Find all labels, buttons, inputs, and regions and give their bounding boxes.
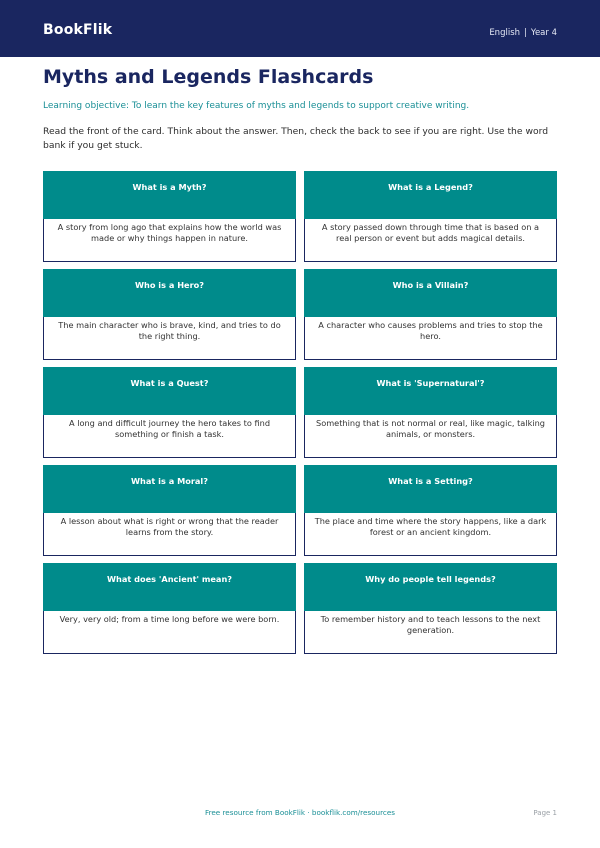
card-front: Who is a Villain? xyxy=(304,269,557,317)
card-front: Who is a Hero? xyxy=(43,269,296,317)
card-back: Something that is not normal or real, like magic, talking animals, or monsters. xyxy=(304,415,557,458)
card-back: Very, very old; from a time long before we were born. xyxy=(43,611,296,654)
header-meta xyxy=(489,28,557,38)
card-back: The place and time where the story happens, like a dark forest or an ancient kingdom. xyxy=(304,513,557,556)
flashcard xyxy=(304,171,557,262)
card-back: The main character who is brave, kind, and tries to do the right thing. xyxy=(43,317,296,360)
card-back: A story from long ago that explains how the world was made or why things happen in nature. xyxy=(43,219,296,262)
flashcard xyxy=(304,269,557,360)
flashcard xyxy=(43,465,296,556)
page-title: Myths and Legends Flashcards xyxy=(43,66,374,88)
flashcard xyxy=(304,367,557,458)
card-front: What is 'Supernatural'? xyxy=(304,367,557,415)
meta-separator: | xyxy=(524,28,527,38)
brand-logo[interactable]: BookFlik xyxy=(43,22,113,38)
card-front: What is a Moral? xyxy=(43,465,296,513)
card-front: What is a Quest? xyxy=(43,367,296,415)
card-front: What is a Myth? xyxy=(43,171,296,219)
card-back: A long and difficult journey the hero takes to find something or finish a task. xyxy=(43,415,296,458)
flashcard xyxy=(304,465,557,556)
flashcard xyxy=(43,171,296,262)
card-front: What is a Setting? xyxy=(304,465,557,513)
page-number: Page 1 xyxy=(533,809,557,817)
year-label: Year 4 xyxy=(530,28,557,38)
card-back: A character who causes problems and tries to stop the hero. xyxy=(304,317,557,360)
learning-objective: Learning objective: To learn the key features of myths and legends to support creative writing. xyxy=(43,101,470,111)
card-front: What is a Legend? xyxy=(304,171,557,219)
flashcard xyxy=(43,563,296,654)
header-bar xyxy=(0,0,600,57)
flashcard xyxy=(43,367,296,458)
card-front: What does 'Ancient' mean? xyxy=(43,563,296,611)
flashcard-grid xyxy=(43,171,557,654)
subject-label: English xyxy=(489,28,521,38)
card-back: A story passed down through time that is based on a real person or event but adds magical details. xyxy=(304,219,557,262)
footer-link[interactable]: Free resource from BookFlik · bookflik.com/resources xyxy=(204,808,396,817)
flashcard xyxy=(304,563,557,654)
card-back: To remember history and to teach lessons to the next generation. xyxy=(304,611,557,654)
card-back: A lesson about what is right or wrong that the reader learns from the story. xyxy=(43,513,296,556)
flashcard xyxy=(43,269,296,360)
card-front: Why do people tell legends? xyxy=(304,563,557,611)
instructions-text: Read the front of the card. Think about the answer. Then, check the back to see if you are right. Use the word bank if you get stuck. xyxy=(43,126,549,151)
